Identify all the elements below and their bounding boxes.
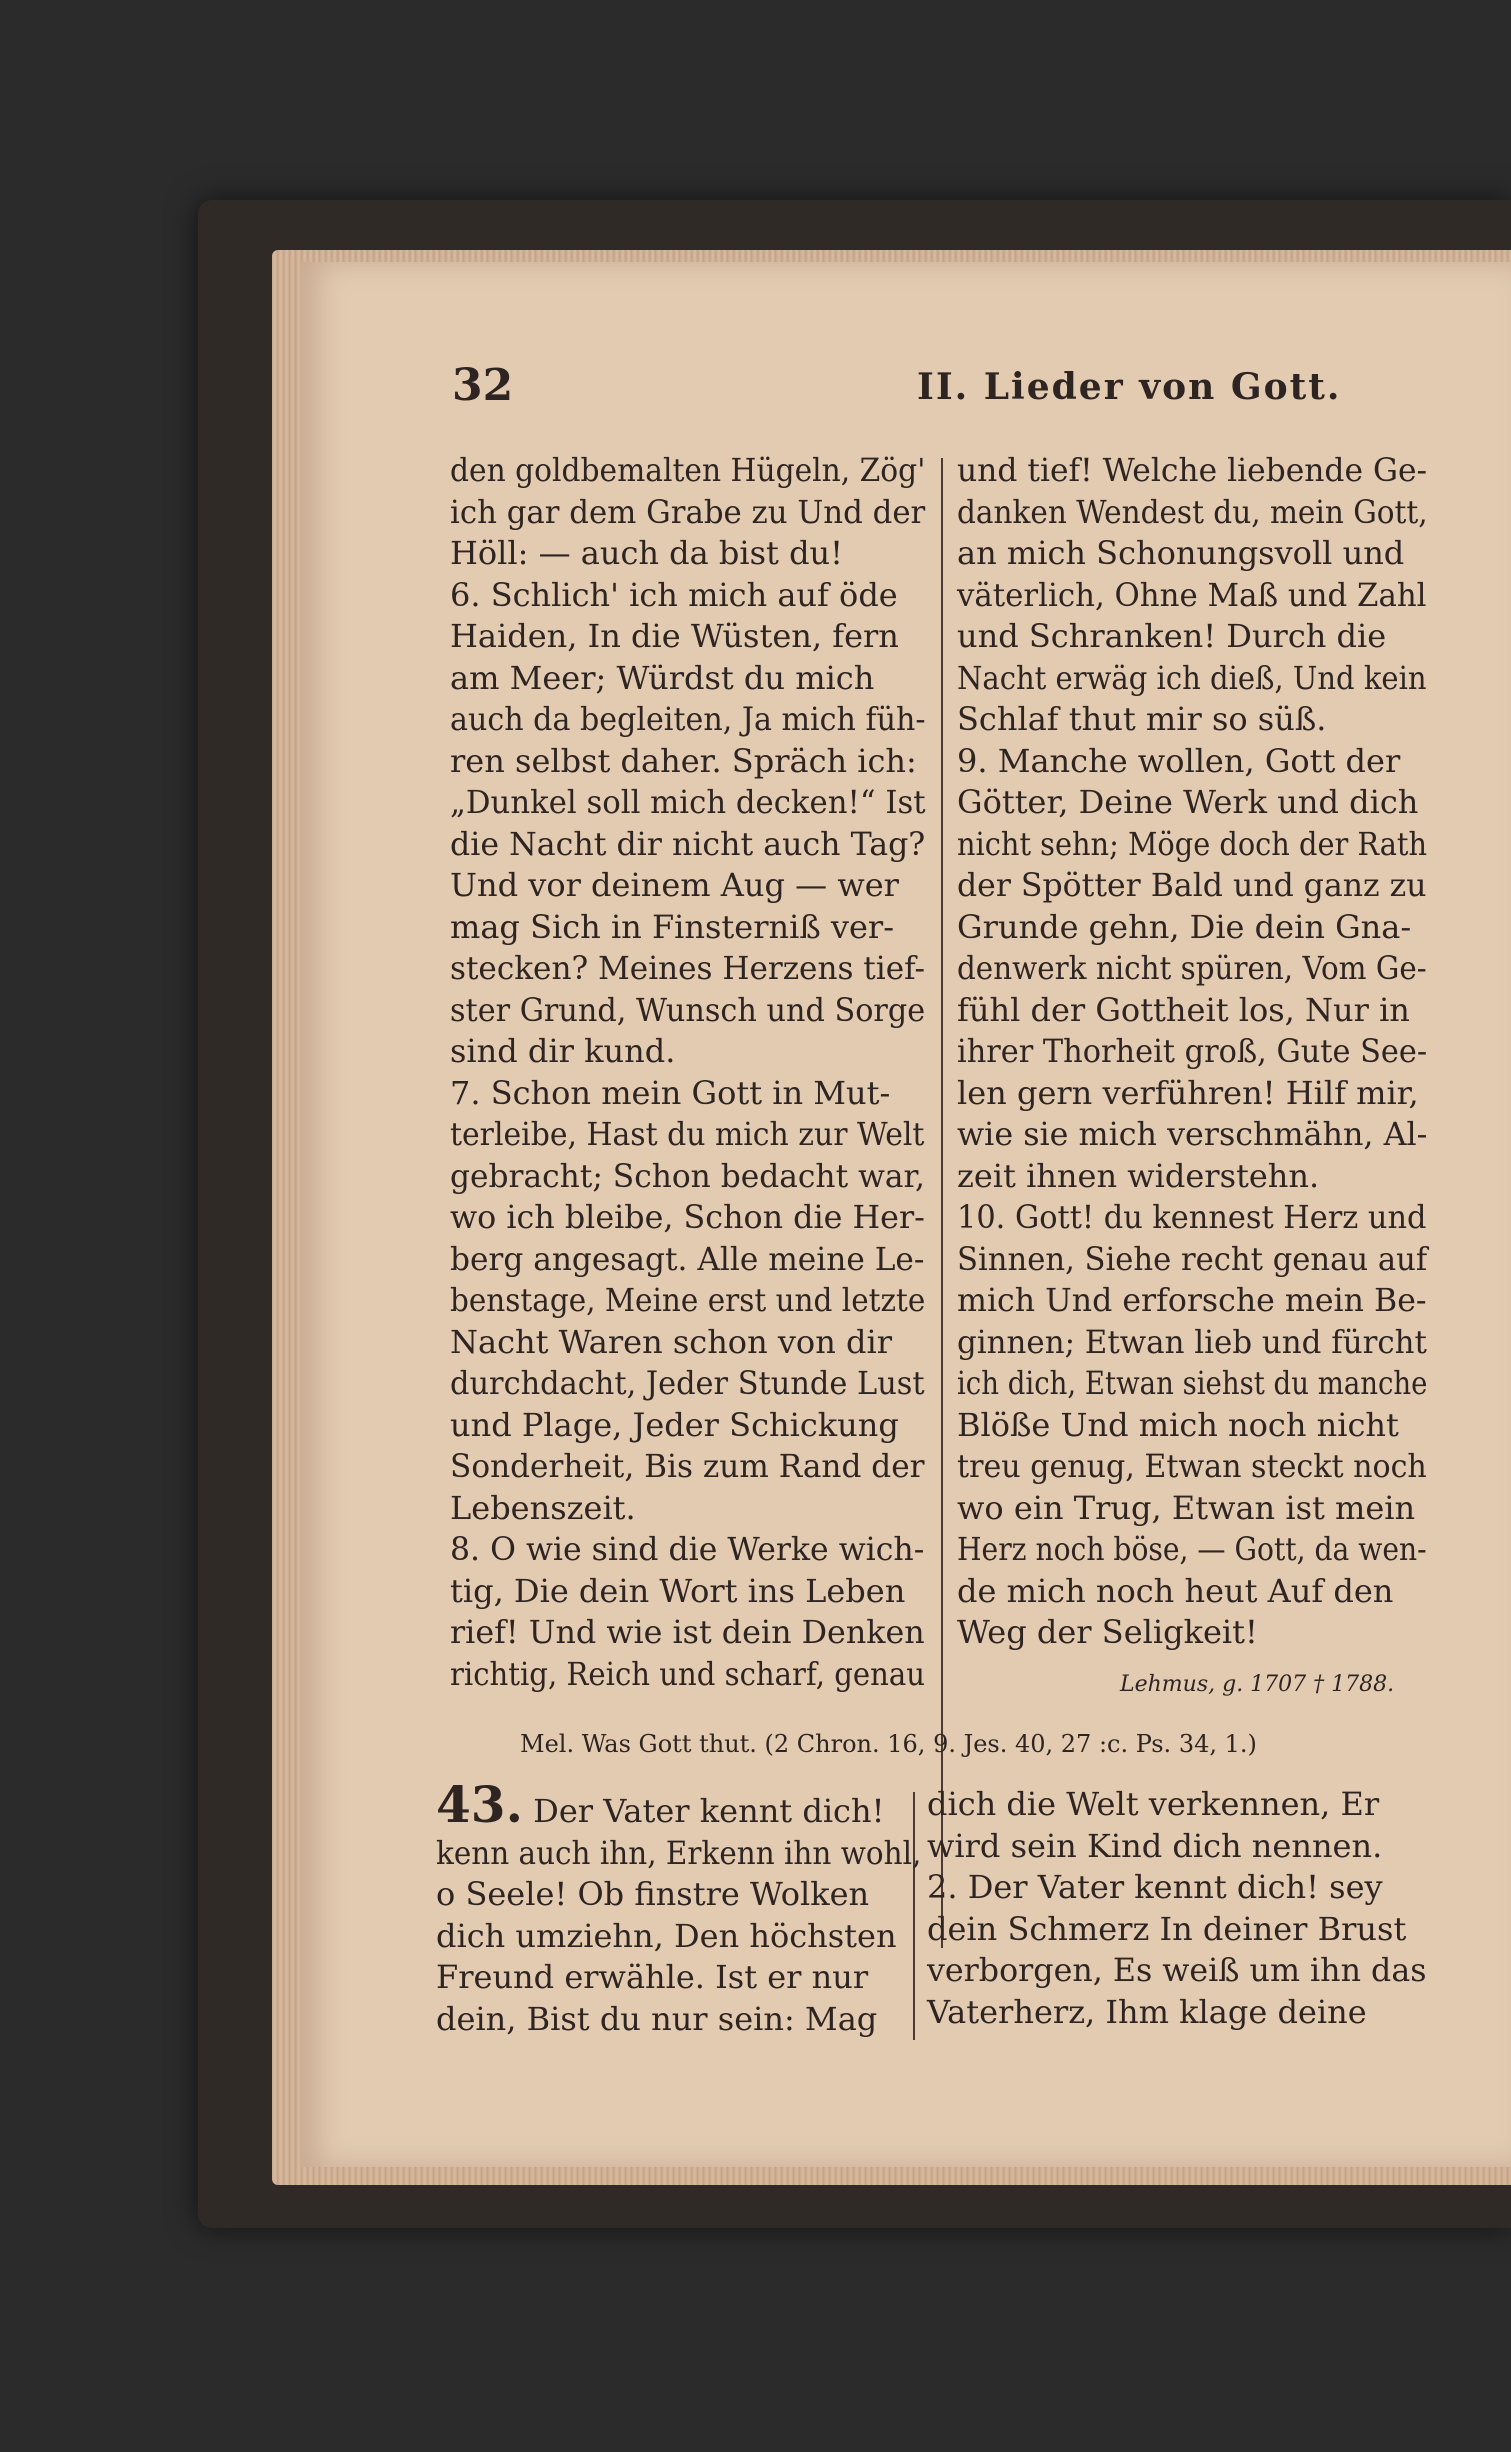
text-line: Schlaf thut mir so süß. bbox=[957, 700, 1327, 738]
text-line: dich die Welt verkennen, Er bbox=[927, 1785, 1380, 1823]
hymn-42-column-right bbox=[957, 450, 1427, 1654]
text-line: mag Sich in Finsterniß ver- bbox=[450, 907, 895, 946]
text-line: Und vor deinem Aug — wer bbox=[450, 866, 899, 904]
text-line: Sonderheit, Bis zum Rand der bbox=[450, 1447, 925, 1485]
text-line: stecken? Meines Herzens tief- bbox=[450, 949, 925, 987]
text-line: wie sie mich verschmähn, Al- bbox=[957, 1115, 1428, 1153]
text-line: o Seele! Ob finstre Wolken bbox=[436, 1875, 870, 1913]
text-line: und Plage, Jeder Schickung bbox=[450, 1405, 899, 1444]
text-line: wo ich bleibe, Schon die Her- bbox=[450, 1198, 925, 1236]
text-line: Vaterherz, Ihm klage deine bbox=[927, 1992, 1367, 2031]
text-line: terleibe, Hast du mich zur Welt bbox=[450, 1115, 925, 1153]
text-line: Grunde gehn, Die dein Gna- bbox=[957, 907, 1412, 946]
page-header bbox=[452, 360, 1511, 420]
text-line: denwerk nicht spüren, Vom Ge- bbox=[957, 949, 1427, 987]
text-line: de mich noch heut Auf den bbox=[957, 1571, 1394, 1610]
text-line: dein, Bist du nur sein: Mag bbox=[436, 1999, 878, 2038]
text-line: treu genug, Etwan steckt noch bbox=[957, 1447, 1427, 1485]
text-line: Blöße Und mich noch nicht bbox=[957, 1405, 1399, 1444]
text-line: fühl der Gottheit los, Nur in bbox=[957, 990, 1410, 1029]
text-line: Herz noch böse, — Gott, da wen- bbox=[957, 1530, 1427, 1568]
text-line: Götter, Deine Werk und dich bbox=[957, 783, 1419, 821]
text-line: nicht sehn; Möge doch der Rath bbox=[957, 824, 1428, 863]
text-line: durchdacht, Jeder Stunde Lust bbox=[450, 1364, 925, 1402]
text-line: danken Wendest du, mein Gott, bbox=[957, 492, 1428, 531]
text-line: ich gar dem Grabe zu Und der bbox=[450, 492, 926, 531]
text-line: Weg der Seligkeit! bbox=[957, 1613, 1258, 1651]
text-line: Sinnen, Siehe recht genau auf bbox=[957, 1239, 1428, 1278]
text-line: väterlich, Ohne Maß und Zahl bbox=[957, 575, 1427, 614]
text-line: mich Und erforsche mein Be- bbox=[957, 1281, 1427, 1319]
text-line: verborgen, Es weiß um ihn das bbox=[927, 1951, 1427, 1989]
text-line: 9. Manche wollen, Gott der bbox=[957, 741, 1401, 780]
text-line: dein Schmerz In deiner Brust bbox=[927, 1909, 1407, 1948]
text-line: am Meer; Würdst du mich bbox=[450, 658, 875, 697]
text-line: sind dir kund. bbox=[450, 1032, 676, 1070]
text-line: richtig, Reich und scharf, genau bbox=[450, 1654, 925, 1693]
column-divider bbox=[941, 458, 943, 1948]
page-number: 32 bbox=[452, 360, 514, 411]
melody-line: Mel. Was Gott thut. (2 Chron. 16, 9. Jes. 40, 27 :c. Ps. 34, 1.) bbox=[520, 1730, 1257, 1758]
text-line: Nacht Waren schon von dir bbox=[450, 1322, 892, 1361]
text-line: 8. O wie sind die Werke wich- bbox=[450, 1530, 925, 1568]
text-line: tig, Die dein Wort ins Leben bbox=[450, 1571, 906, 1610]
text-line: benstage, Meine erst und letzte bbox=[450, 1281, 926, 1319]
text-line bbox=[436, 1775, 922, 1834]
text-line: der Spötter Bald und ganz zu bbox=[957, 866, 1427, 904]
text-line: Haiden, In die Wüsten, fern bbox=[450, 617, 899, 655]
text-line: „Dunkel soll mich decken!“ Ist bbox=[450, 783, 926, 821]
text-line: dich umziehn, Den höchsten bbox=[436, 1916, 897, 1955]
text-line: und tief! Welche liebende Ge- bbox=[957, 451, 1428, 489]
text-line: gebracht; Schon bedacht war, bbox=[450, 1156, 925, 1195]
text-line: 2. Der Vater kennt dich! sey bbox=[927, 1868, 1383, 1906]
hymn-42-column-left bbox=[450, 450, 925, 1695]
text-line: berg angesagt. Alle meine Le- bbox=[450, 1239, 925, 1278]
text-line: Lebenszeit. bbox=[450, 1488, 636, 1527]
text-line: ster Grund, Wunsch und Sorge bbox=[450, 990, 926, 1029]
text-line: Freund erwähle. Ist er nur bbox=[436, 1958, 869, 1996]
text-line: 7. Schon mein Gott in Mut- bbox=[450, 1073, 891, 1112]
text-line: an mich Schonungsvoll und bbox=[957, 534, 1405, 572]
text-line: Höll: — auch da bist du! bbox=[450, 534, 844, 572]
hymn-43-column-left bbox=[436, 1775, 922, 2040]
hymn-43-column-right bbox=[927, 1784, 1427, 2033]
text-line: len gern verführen! Hilf mir, bbox=[957, 1073, 1419, 1112]
text-line: auch da begleiten, Ja mich füh- bbox=[450, 700, 926, 738]
text-line: und Schranken! Durch die bbox=[957, 617, 1387, 655]
hymn-number: 43. bbox=[436, 1775, 523, 1834]
running-head: II. Lieder von Gott. bbox=[917, 366, 1342, 408]
text-line: ginnen; Etwan lieb und fürcht bbox=[957, 1322, 1427, 1361]
text-line: die Nacht dir nicht auch Tag? bbox=[450, 824, 926, 863]
text-line: ich dich, Etwan siehst du manche bbox=[957, 1364, 1428, 1402]
text-line: Nacht erwäg ich dieß, Und kein bbox=[957, 658, 1427, 697]
text-line: wird sein Kind dich nennen. bbox=[927, 1826, 1383, 1865]
text-line: ihrer Thorheit groß, Gute See- bbox=[957, 1032, 1428, 1070]
text-line: kenn auch ihn, Erkenn ihn wohl, bbox=[436, 1833, 922, 1872]
text-line: zeit ihnen widerstehn. bbox=[957, 1156, 1320, 1195]
text-line: 10. Gott! du kennest Herz und bbox=[957, 1198, 1427, 1236]
text-line: ren selbst daher. Spräch ich: bbox=[450, 741, 917, 780]
text-line: rief! Und wie ist dein Denken bbox=[450, 1613, 925, 1651]
text-line: den goldbemalten Hügeln, Zög' bbox=[450, 451, 926, 489]
text-line: wo ein Trug, Etwan ist mein bbox=[957, 1488, 1416, 1527]
hymn-first-line: Der Vater kennt dich! bbox=[533, 1792, 885, 1830]
author-attribution: Lehmus, g. 1707 † 1788. bbox=[1120, 1672, 1395, 1697]
book-page bbox=[300, 262, 1511, 2167]
text-line: 6. Schlich' ich mich auf öde bbox=[450, 575, 898, 614]
